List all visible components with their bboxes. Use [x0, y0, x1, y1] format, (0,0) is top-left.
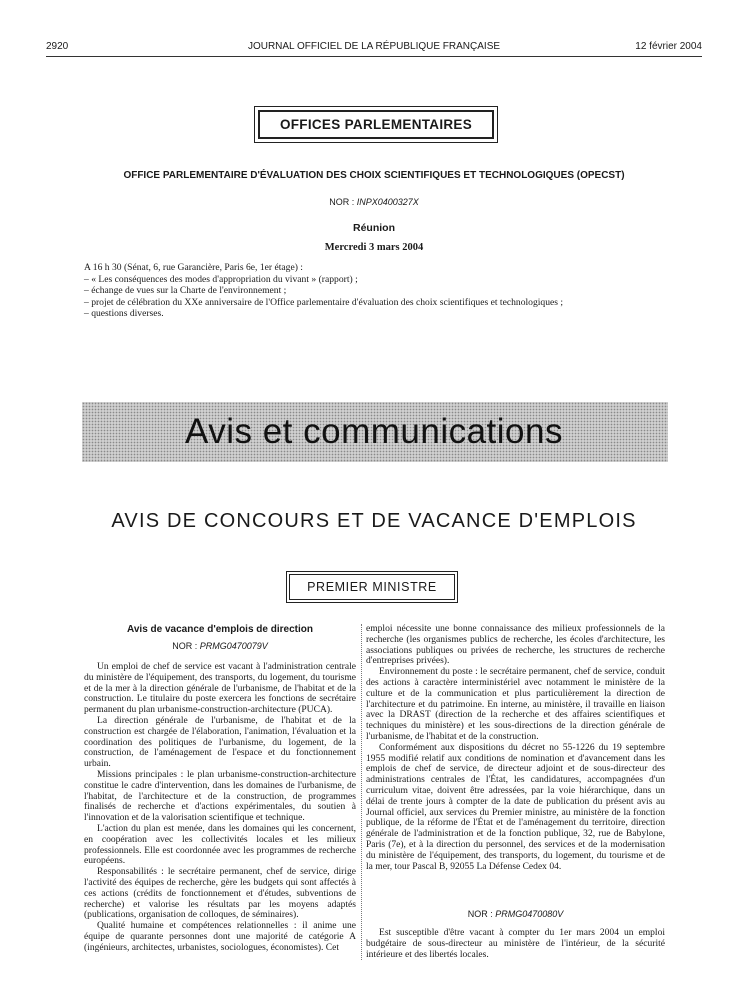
- paragraph: Est susceptible d'être vacant à compter du 1er mars 2004 un emploi budgétaire de sous-directeur au ministère de l'intérieur, de la sécurité intérieure et des libertés locales.: [366, 927, 665, 960]
- paragraph: emploi nécessite une bonne connaissance des milieux professionnels de la recherche (les organismes publics de recherche, les écoles d'architecture, les associations publiques ou privées de recherche, les structures de recherche d'entreprises privées).: [366, 623, 665, 667]
- paragraph: Un emploi de chef de service est vacant à l'administration centrale du ministère de l'équipement, des transports, du logement, du tourisme et de la mer à la direction générale de l'urbanisme, de l'habitat et de la construction. Le titulaire du poste exercera les fonctions de secrétaire permanent du plan urbanisme-construction-architecture (PUCA).: [84, 661, 356, 716]
- ministry-title: PREMIER MINISTRE: [307, 580, 437, 594]
- meeting-heading: Réunion: [353, 222, 395, 234]
- nor-code: PRMG0470080V: [495, 909, 564, 919]
- paragraph: Missions principales : le plan urbanisme-construction-architecture constitue le cadre d'intervention, dans les domaines de l'urbanisme, de l'habitat, de l'architecture et de la construction, de programmes finalisés de recherche et d'actions expérimentales, du soutien à l'innovation et de la valorisation scientifique et technique.: [84, 768, 356, 824]
- paragraph: Qualité humaine et compétences relationnelles : il anime une équipe de quarante personnes dont une majorité de catégorie A (ingénieurs, architectes, urbanistes, sociologues, économistes). Cet: [84, 920, 356, 953]
- ministry-box: [289, 574, 455, 600]
- paragraph: Conformément aux dispositions du décret no 55-1226 du 19 septembre 1955 modifié relatif aux conditions de nomination et d'avancement dans les emplois de chef de service, de directeur adjoint et de sous-directeur des administrations centrales de l'État, les candidatures, accompagnées d'un curriculum vitae, doivent être adressées, par la voie hiérarchique, dans un délai de trente jours à compter de la date de publication du présent avis au Journal officiel, aux services du Premier ministre, au ministère de la fonction publique, de la réforme de l'État et de l'aménagement du territoire, direction générale de l'administration et de la fonction publique, 32, rue de Babylone, Paris (7e), et à la direction du personnel, des services et de la modernisation du ministère de l'équipement, des transports, du logement, du tourisme et de la mer, tour Pascal B, 92055 La Défense Cedex 04.: [366, 741, 665, 872]
- section-banner-title: Avis et communications: [184, 412, 563, 451]
- journal-title: JOURNAL OFFICIEL DE LA RÉPUBLIQUE FRANÇAISE: [247, 41, 501, 52]
- concours-heading: AVIS DE CONCOURS ET DE VACANCE D'EMPLOIS: [111, 510, 637, 532]
- office-title: OFFICE PARLEMENTAIRE D'ÉVALUATION DES CHOIX SCIENTIFIQUES ET TECHNOLOGIQUES (OPECST): [123, 170, 625, 181]
- nor-label: NOR :: [329, 197, 357, 207]
- notice-nor-2: [366, 909, 665, 919]
- left-column: [84, 662, 356, 954]
- page-number: 2920: [46, 41, 69, 52]
- agenda-line: A 16 h 30 (Sénat, 6, rue Garancière, Paris 6e, 1er étage) :: [84, 262, 303, 273]
- notice-nor: [84, 641, 356, 651]
- notice-title: Avis de vacance d'emplois de direction: [127, 624, 313, 635]
- header-rule: [46, 56, 702, 57]
- paragraph: L'action du plan est menée, dans les domaines qui les concernent, en coopération avec les collectivités locales et les milieux professionnels. Elle est coordonnée avec les programmes de recherche européens.: [84, 822, 356, 867]
- meeting-agenda: [84, 262, 684, 320]
- nor-label: NOR :: [467, 909, 496, 919]
- paragraph: Responsabilités : le secrétaire permanent, chef de service, dirige l'activité des équipes de recherche, gère les budgets qui sont affectés à ces actions (crédits de fonctionnement et d'études, subventions de recherche) et valorise les résultats par les moyens adaptés (publications, organisation de colloques, de séminaires).: [84, 866, 356, 921]
- agenda-line: – « Les conséquences des modes d'appropriation du vivant » (rapport) ;: [84, 273, 358, 285]
- offices-section-title: OFFICES PARLEMENTAIRES: [279, 117, 473, 132]
- paragraph: La direction générale de l'urbanisme, de l'habitat et de la construction est chargée de l'élaboration, l'animation, l'évaluation et la coordination des politiques de l'urbanisme, du logement, de la construction, de l'aménagement de l'espace et du fonctionnement urbain.: [84, 714, 356, 770]
- meeting-date: Mercredi 3 mars 2004: [324, 242, 424, 253]
- office-nor: [0, 197, 748, 207]
- agenda-line: – échange de vues sur la Charte de l'environnement ;: [84, 285, 287, 297]
- nor-code: PRMG0470079V: [199, 641, 268, 651]
- offices-section-box: [258, 110, 494, 139]
- paragraph: Environnement du poste : le secrétaire permanent, chef de service, conduit des actions à caractère interministériel avec notamment le ministère de la culture et de la communication et plus particulièrement la direction de l'architecture et du patrimoine. En interne, au ministère, il travaille en liaison avec la DRAST (direction de la recherche et des affaires scientifiques et techniques du ministère) et les sous-directions de la direction générale de l'urbanisme, de l'habitat et de la construction.: [366, 666, 665, 742]
- agenda-line: – questions diverses.: [84, 308, 164, 320]
- right-column: [366, 624, 665, 872]
- issue-date: 12 février 2004: [635, 41, 702, 52]
- right-column-continued: [366, 928, 665, 960]
- nor-label: NOR :: [172, 641, 200, 651]
- nor-code: INPX0400327X: [356, 197, 419, 207]
- agenda-line: – projet de célébration du XXe anniversaire de l'Office parlementaire d'évaluation des choix scientifiques et technologiques ;: [84, 296, 564, 308]
- column-divider: [361, 624, 362, 960]
